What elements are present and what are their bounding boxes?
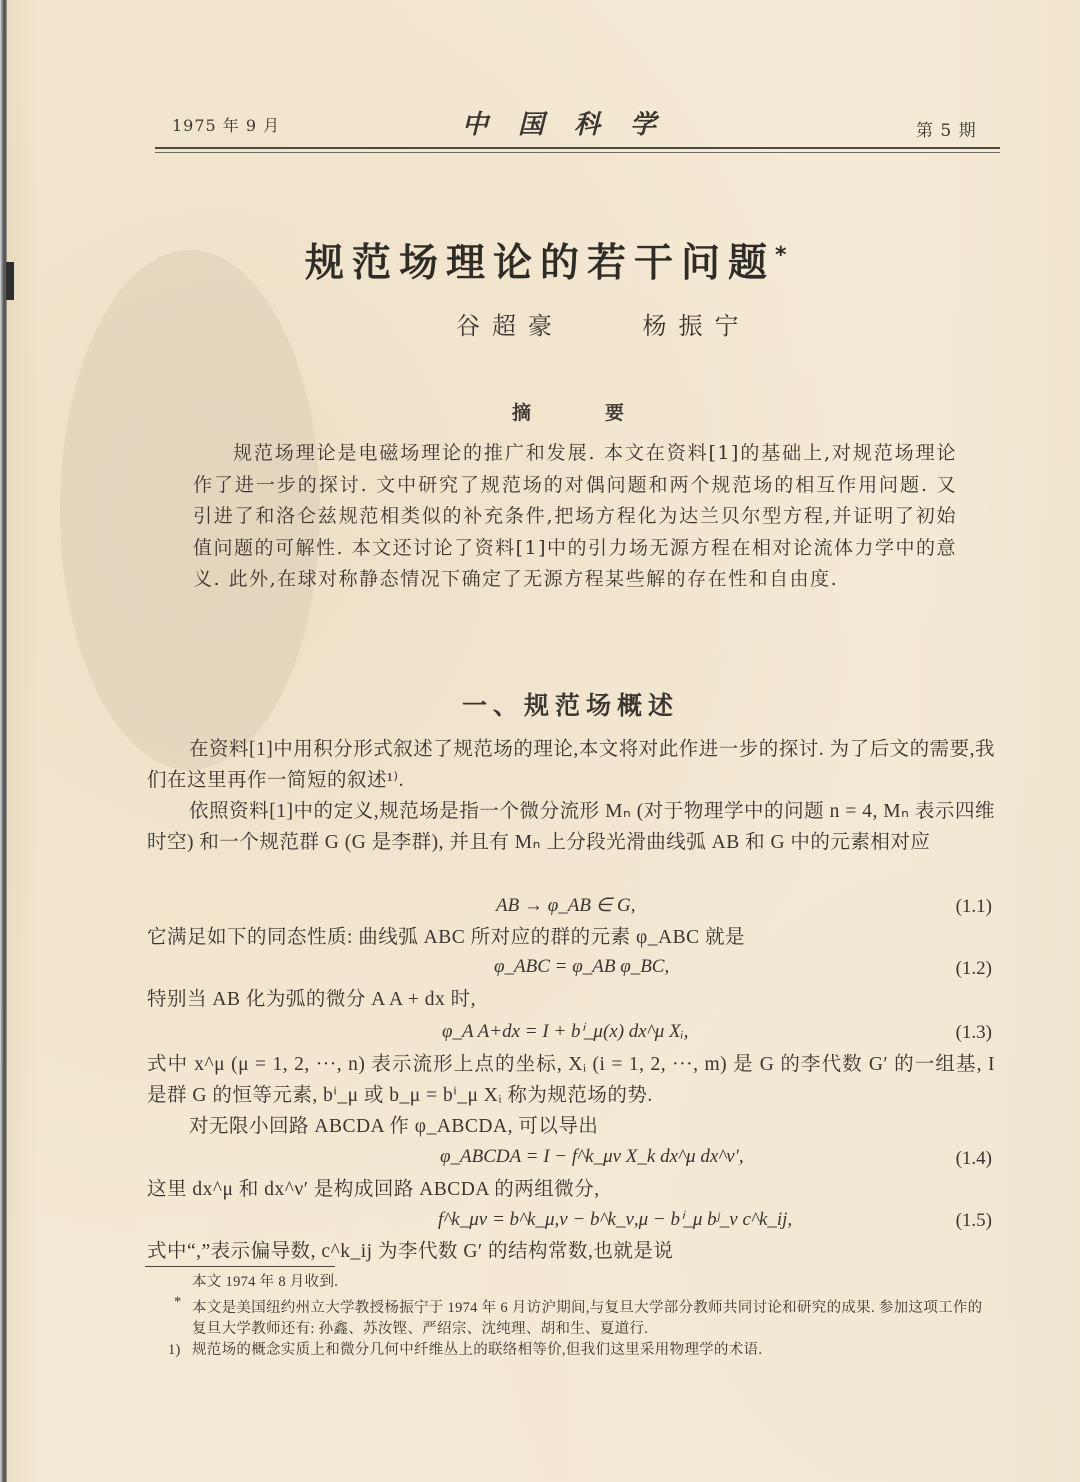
footnote-1: 规范场的概念实质上和微分几何中纤维丛上的联络相等价,但我们这里采用物理学的术语. bbox=[192, 1342, 763, 1358]
paragraph-homomorphism: 它满足如下的同态性质: 曲线弧 ABC 所对应的群的元素 φ_ABC 就是 bbox=[147, 927, 745, 948]
paragraph-definition: 依照资料[1]中的定义,规范场是指一个微分流形 Mₙ (对于物理学中的问题 n = 4, Mₙ 表示四维时空) 和一个规范群 G (G 是李群), 并且有 Mₙ 上分段光滑曲线弧 AB 和 G 中的元素相对应 bbox=[147, 801, 995, 853]
paragraph-coordinates: 式中 x^μ (μ = 1, 2, ···, n) 表示流形上点的坐标, Xᵢ (i = 1, 2, ···, m) 是 G 的李代数 G′ 的一组基, I 是群 G 的恒等元素, bⁱ_μ 或 b_μ = bⁱ_μ Xᵢ 称为规范场的势. bbox=[147, 1054, 995, 1106]
header-rule bbox=[155, 147, 1000, 149]
paper-title bbox=[305, 232, 787, 288]
equation-number-1-5: (1.5) bbox=[955, 1210, 992, 1231]
abstract-body: 规范场理论是电磁场理论的推广和发展. 本文在资料[1]的基础上,对规范场理论作了进一步的探讨. 文中研究了规范场的对偶问题和两个规范场的相互作用问题. 又引进了和洛仑兹规范相类似的补充条件,把场方程化为达兰贝尔型方程,并证明了初始值问题的可解性. 本文还讨论了资料[1]中的引力场无源方程在相对论流体力学中的意义. 此外,在球对称静态情况下确定了无源方程某些解的存在性和自由度. bbox=[193, 442, 957, 590]
footnote-received: 本文 1974 年 8 月收到. bbox=[192, 1274, 339, 1290]
header-rule-thin bbox=[155, 152, 1000, 153]
footnote-star-marker: * bbox=[174, 1294, 182, 1310]
page-binding-edge bbox=[0, 0, 7, 1482]
paragraph-intro: 在资料[1]中用积分形式叙述了规范场的理论,本文将对此作进一步的探讨. 为了后文的需要,我们在这里再作一简短的叙述¹⁾. bbox=[147, 739, 995, 791]
paragraph-structure-constants: 式中“,”表示偏导数, c^k_ij 为李代数 G′ 的结构常数,也就是说 bbox=[147, 1241, 674, 1262]
footnote-1-marker: 1) bbox=[168, 1342, 181, 1358]
equation-number-1-1: (1.1) bbox=[955, 896, 992, 917]
binding-mark bbox=[6, 262, 14, 300]
equation-1-1: AB → φ_AB ∈ G, bbox=[496, 895, 636, 916]
title-text: 规范场理论的若干问题 bbox=[305, 241, 776, 286]
issue-number: 第 5 期 bbox=[916, 121, 977, 141]
equation-1-4: φ_ABCDA = I − f^k_μν X_k dx^μ dx^ν′, bbox=[440, 1146, 744, 1167]
equation-number-1-4: (1.4) bbox=[955, 1148, 992, 1169]
equation-number-1-3: (1.3) bbox=[955, 1022, 992, 1043]
equation-1-2: φ_ABC = φ_AB φ_BC, bbox=[494, 956, 670, 977]
paragraph-loop: 对无限小回路 ABCDA 作 φ_ABCDA, 可以导出 bbox=[189, 1116, 599, 1137]
abstract-heading: 摘要 bbox=[512, 402, 699, 424]
equation-1-5: f^k_μν = b^k_μ,ν − b^k_ν,μ − bⁱ_μ bʲ_ν c^k_ij, bbox=[438, 1209, 793, 1230]
footnote-star: 本文是美国纽约州立大学教授杨振宁于 1974 年 6 月访沪期间,与复旦大学部分教师共同讨论和研究的成果. 参加这项工作的复旦大学教师还有: 孙鑫、苏汝铿、严绍宗、沈纯理、胡和生、夏道行. bbox=[192, 1300, 983, 1337]
equation-1-3: φ_A A+dx = I + bⁱ_μ(x) dx^μ Xᵢ, bbox=[442, 1021, 689, 1042]
paragraph-differentials: 这里 dx^μ 和 dx^ν′ 是构成回路 ABCDA 的两组微分, bbox=[147, 1179, 600, 1200]
title-footnote-marker: * bbox=[775, 243, 787, 268]
issue-date: 1975 年 9 月 bbox=[172, 116, 281, 135]
paragraph-differential: 特别当 AB 化为弧的微分 A A + dx 时, bbox=[147, 989, 477, 1010]
footnote-rule bbox=[145, 1266, 335, 1267]
equation-number-1-2: (1.2) bbox=[955, 958, 992, 979]
section-heading: 一、规范场概述 bbox=[462, 691, 680, 720]
journal-name: 中国科学 bbox=[462, 110, 687, 140]
authors: 谷超豪 杨振宁 bbox=[456, 312, 751, 340]
